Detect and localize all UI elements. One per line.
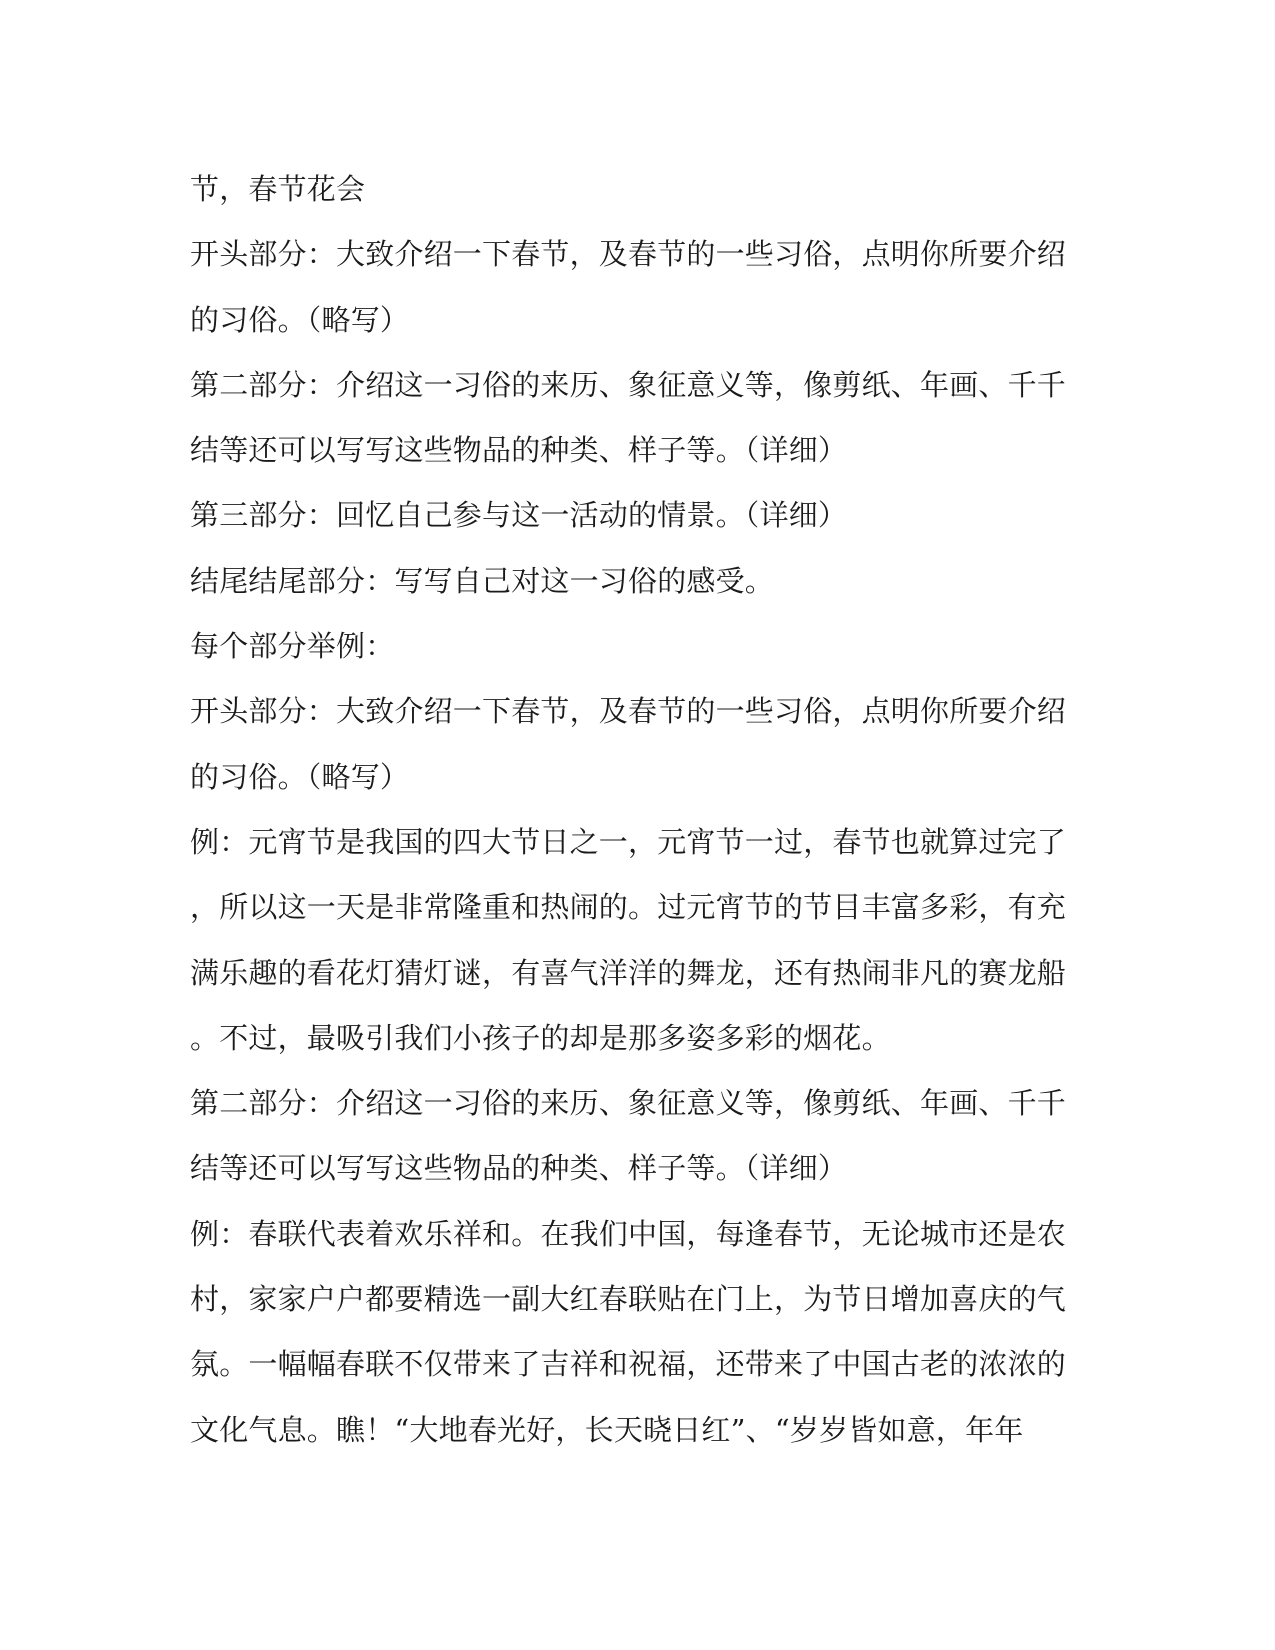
text-line: 文化气息。瞧！“大地春光好，长天晓日红”、“岁岁皆如意，年年 [190, 1412, 1024, 1447]
text-line: 每个部分举例： [190, 629, 395, 664]
text-line: 第三部分：回忆自己参与这一活动的情景。（详细） [190, 498, 848, 533]
text-line: 结等还可以写写这些物品的种类、样子等。（详细） [190, 433, 848, 468]
text-line: 村，家家户户都要精选一副大红春联贴在门上，为节日增加喜庆的气 [190, 1282, 1067, 1317]
text-line: 开头部分：大致介绍一下春节，及春节的一些习俗，点明你所要介绍 [190, 694, 1067, 729]
text-line: 结尾结尾部分：写写自己对这一习俗的感受。 [190, 563, 775, 598]
text-line: 第二部分：介绍这一习俗的来历、象征意义等，像剪纸、年画、千千 [190, 367, 1067, 402]
text-line: 开头部分：大致介绍一下春节，及春节的一些习俗，点明你所要介绍 [190, 237, 1067, 272]
text-line: 例：元宵节是我国的四大节日之一，元宵节一过，春节也就算过完了 [190, 824, 1067, 859]
text-line: 结等还可以写写这些物品的种类、样子等。（详细） [190, 1151, 848, 1186]
body-text [190, 157, 1070, 1463]
text-line: 第二部分：介绍这一习俗的来历、象征意义等，像剪纸、年画、千千 [190, 1086, 1067, 1121]
text-line: ，所以这一天是非常隆重和热闹的。过元宵节的节目丰富多彩，有充 [190, 890, 1067, 925]
text-line: 的习俗。（略写） [190, 302, 410, 337]
text-line: 。不过，最吸引我们小孩子的却是那多姿多彩的烟花。 [190, 1020, 891, 1055]
text-line: 例：春联代表着欢乐祥和。在我们中国，每逢春节，无论城市还是农 [190, 1216, 1067, 1251]
text-line: 节，春节花会 [190, 172, 366, 206]
text-line: 氛。一幅幅春联不仅带来了吉祥和祝福，还带来了中国古老的浓浓的 [190, 1347, 1067, 1382]
text-line: 满乐趣的看花灯猜灯谜，有喜气洋洋的舞龙，还有热闹非凡的赛龙船 [190, 955, 1067, 990]
text-line: 的习俗。（略写） [190, 759, 410, 794]
